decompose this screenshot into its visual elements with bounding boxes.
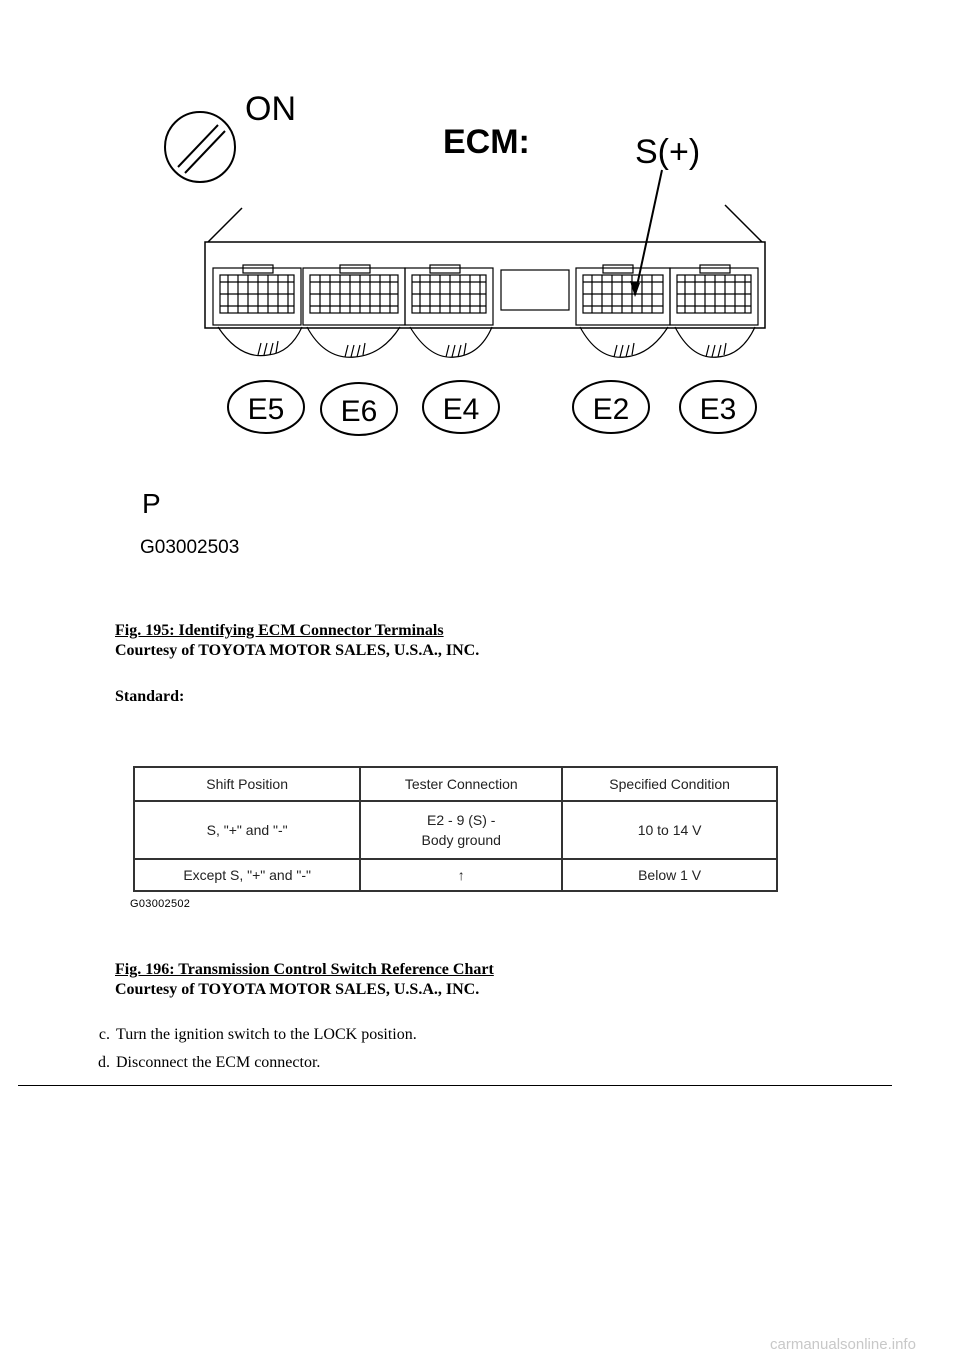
list-item: [80, 1052, 417, 1074]
wire-harnesses: [218, 327, 755, 357]
connector-block: [303, 265, 405, 325]
connector-block: [405, 265, 493, 325]
figure-title: Fig. 196: Transmission Control Switch Reference Chart: [115, 961, 494, 978]
horizontal-rule: [18, 1085, 892, 1086]
ignition-key-icon: [165, 112, 235, 182]
table-cell: [360, 801, 562, 859]
reference-chart: [130, 766, 780, 910]
table-cell: S, "+" and "-": [134, 801, 360, 859]
ecm-diagram: [130, 85, 780, 565]
standard-heading: Standard:: [115, 688, 185, 705]
figure-caption: [115, 960, 494, 1000]
ecm-housing: [205, 205, 765, 328]
table-cell: Below 1 V: [562, 859, 777, 891]
table-row: [134, 801, 777, 859]
spec-table: [133, 766, 778, 892]
ecm-connector-figure: [130, 85, 780, 565]
connector-label-e6: E6: [340, 395, 378, 428]
connector-block: [213, 265, 301, 325]
list-item: [80, 1024, 417, 1046]
connector-label-e3: E3: [699, 393, 737, 426]
watermark-footer: carmanualsonline.info: [770, 1336, 916, 1353]
column-header: Shift Position: [134, 767, 360, 801]
figure-courtesy: Courtesy of TOYOTA MOTOR SALES, U.S.A., INC.: [115, 981, 480, 998]
chart-figure-code: G03002502: [130, 898, 191, 910]
connector-block: [576, 265, 670, 325]
connector-label-e2: E2: [592, 393, 630, 426]
terminal-s-plus-label: S(+): [635, 133, 701, 171]
ecm-label-plate: [501, 270, 569, 310]
connector-label-e5: E5: [247, 393, 285, 426]
connector-block: [670, 265, 758, 325]
table-cell: Except S, "+" and "-": [134, 859, 360, 891]
ecm-label: ECM:: [443, 123, 530, 161]
step-text: Turn the ignition switch to the LOCK position.: [116, 1026, 417, 1043]
terminal-pointer: [635, 170, 662, 295]
table-cell: ↑: [360, 859, 562, 891]
column-header: Specified Condition: [562, 767, 777, 801]
column-header: Tester Connection: [360, 767, 562, 801]
ignition-on-label: ON: [245, 90, 296, 128]
shift-position-label: P: [142, 488, 161, 519]
figure-title: Fig. 195: Identifying ECM Connector Terminals: [115, 622, 444, 639]
step-marker: d.: [98, 1054, 110, 1071]
figure-courtesy: Courtesy of TOYOTA MOTOR SALES, U.S.A., INC.: [115, 642, 480, 659]
table-row: [134, 859, 777, 891]
table-cell: 10 to 14 V: [562, 801, 777, 859]
figure-code: G03002503: [140, 537, 240, 558]
step-text: Disconnect the ECM connector.: [116, 1054, 321, 1071]
figure-caption: [115, 621, 479, 661]
tester-line: E2 - 9 (S) -: [427, 812, 496, 828]
connector-label-e4: E4: [442, 393, 480, 426]
tester-line: Body ground: [421, 832, 501, 848]
table-header-row: [134, 767, 777, 801]
procedure-steps: [80, 1024, 417, 1080]
step-marker: c.: [98, 1026, 110, 1043]
